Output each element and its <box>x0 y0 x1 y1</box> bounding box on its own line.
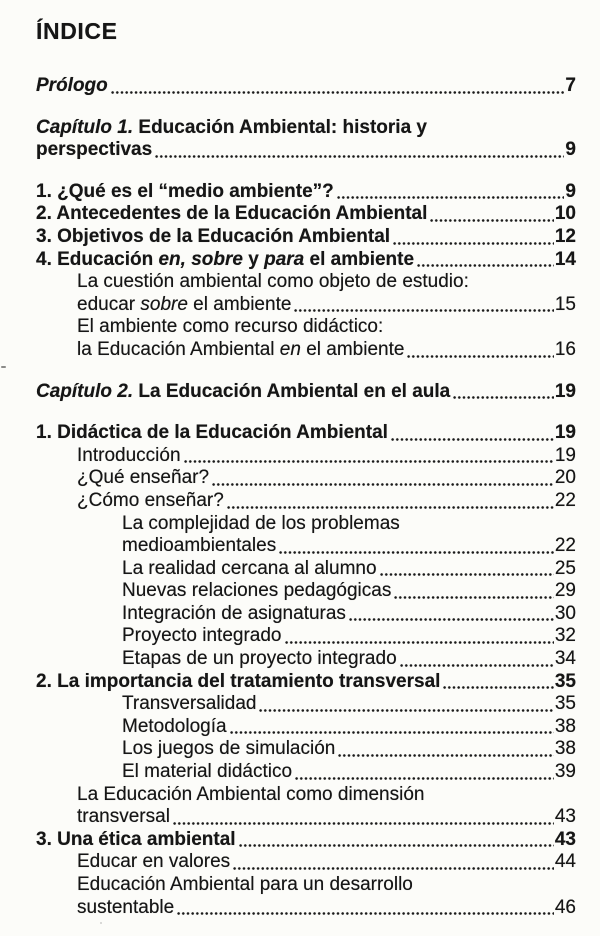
page-number: 7 <box>565 75 576 96</box>
toc-entry-text <box>77 316 383 338</box>
text-segment: Transversalidad <box>122 693 257 715</box>
page-number: 32 <box>554 625 576 647</box>
toc-entry-text <box>122 580 391 602</box>
toc-entry-text <box>36 117 427 139</box>
page-number: 30 <box>554 602 576 624</box>
text-segment: Capítulo 1. <box>36 116 134 138</box>
toc-entry-objetivos <box>36 226 576 249</box>
page-number: 38 <box>554 715 576 737</box>
toc-row <box>36 829 576 852</box>
toc-entry-text <box>36 75 108 97</box>
page-number: 19 <box>554 444 576 466</box>
toc-entry-text <box>122 603 346 625</box>
dot-leader <box>391 422 554 445</box>
dot-leader <box>184 445 554 468</box>
toc-entry-como-ensenar <box>36 490 576 513</box>
dot-leader <box>453 381 554 404</box>
toc-entry-etica-ambiental <box>36 829 576 852</box>
toc-row <box>122 535 576 558</box>
text-segment: Metodología <box>122 715 227 737</box>
toc-row <box>36 181 576 204</box>
dot-leader <box>212 467 554 490</box>
scan-speck <box>100 922 102 924</box>
scan-speck <box>1 366 6 368</box>
text-segment: sobre <box>140 293 188 315</box>
dot-leader <box>400 648 554 671</box>
page-number: 10 <box>554 203 576 225</box>
toc-entry-integracion-asignaturas <box>36 603 576 626</box>
toc-entry-text <box>36 226 390 248</box>
toc-entry-text <box>36 203 427 225</box>
toc-row <box>77 806 576 829</box>
page-number: 14 <box>554 248 576 270</box>
toc-entry-text <box>122 513 400 535</box>
toc-row <box>122 761 576 784</box>
toc-entry-didactica <box>36 422 576 445</box>
page-title: ÍNDICE <box>36 18 118 44</box>
toc-row <box>122 738 576 761</box>
toc-entry-text <box>77 490 224 512</box>
toc-row <box>122 603 576 626</box>
text-segment: para <box>264 248 305 270</box>
page-number: 22 <box>554 535 576 557</box>
toc-entry-material-didactico <box>36 761 576 784</box>
dot-leader <box>380 558 554 581</box>
toc-entry-realidad-cercana <box>36 558 576 581</box>
dot-leader <box>295 761 554 784</box>
text-segment: Los juegos de simulación <box>122 738 336 760</box>
text-segment: 2. Antecedentes de la Educación Ambiental <box>36 203 428 225</box>
page-number: 9 <box>565 180 576 202</box>
toc-row <box>36 422 576 445</box>
dot-leader <box>239 829 554 852</box>
page-number: 35 <box>554 693 576 715</box>
page-number: 9 <box>565 139 576 161</box>
page-number: 34 <box>554 648 576 670</box>
toc-row <box>122 716 576 739</box>
dot-leader <box>227 490 554 513</box>
text-segment: ¿Cómo enseñar? <box>77 489 224 511</box>
text-segment: La complejidad de los problemas <box>122 512 400 534</box>
page-number: 38 <box>554 738 576 760</box>
toc-entry-text <box>122 738 335 760</box>
toc-entry-juegos-simulacion <box>36 738 576 761</box>
text-segment: educar <box>77 293 141 315</box>
text-segment: transversal <box>77 806 170 828</box>
text-segment: Educación Ambiental para un desarrollo <box>77 874 413 895</box>
toc-entry-text <box>36 671 440 693</box>
text-segment: Educar en valores <box>77 851 231 873</box>
toc-entry-educar-valores <box>36 851 576 874</box>
dot-leader <box>177 897 554 920</box>
page-number: 22 <box>554 489 576 511</box>
page-number: 46 <box>554 896 576 918</box>
dot-leader <box>230 716 554 739</box>
toc-entry-nuevas-relaciones <box>36 580 576 603</box>
page-number: 39 <box>554 761 576 783</box>
dot-leader <box>173 806 554 829</box>
page-number: 44 <box>554 851 576 873</box>
toc-entry-text <box>36 381 450 403</box>
text-segment: medioambientales <box>122 535 277 557</box>
toc-entry-text <box>36 422 388 444</box>
dot-leader <box>279 535 554 558</box>
dot-leader <box>349 603 554 626</box>
text-segment: Integración de asignaturas <box>122 602 346 624</box>
dot-leader <box>294 294 553 317</box>
toc-entry-text <box>122 625 282 647</box>
toc-row <box>77 294 576 317</box>
text-segment: Prólogo <box>36 75 108 96</box>
dot-leader <box>443 671 553 694</box>
page-number: 19 <box>554 422 576 444</box>
text-segment: La cuestión ambiental como objeto de estudio: <box>77 271 469 293</box>
toc-entry-text <box>77 445 181 467</box>
text-segment: el ambiente <box>300 338 405 360</box>
text-segment: La realidad cercana al alumno <box>122 557 377 579</box>
toc-entry-cuestion-ambiental <box>36 271 576 316</box>
toc-entry-text <box>122 535 276 557</box>
dot-leader <box>430 203 553 226</box>
toc-entry-capitulo-2 <box>36 381 576 404</box>
text-segment: el ambiente <box>187 293 292 315</box>
toc-row <box>36 249 576 272</box>
toc-list <box>36 75 576 919</box>
dot-leader <box>233 851 554 874</box>
toc-row <box>77 445 576 468</box>
page-number: 43 <box>554 806 576 828</box>
toc-row <box>77 851 576 874</box>
toc-row <box>122 648 576 671</box>
text-segment: El ambiente como recurso didáctico: <box>77 316 384 338</box>
dot-leader <box>393 226 554 249</box>
toc-row <box>36 117 576 140</box>
toc-entry-que-es-medio-ambiente <box>36 181 576 204</box>
toc-entry-introduccion <box>36 445 576 468</box>
toc-entry-text <box>122 558 377 580</box>
text-segment: La Educación Ambiental en el aula <box>133 380 451 402</box>
text-segment: en <box>279 338 301 360</box>
dot-leader <box>338 738 554 761</box>
text-segment: Introducción <box>77 444 181 466</box>
text-segment: 1. ¿Qué es el “medio ambiente”? <box>36 180 334 202</box>
toc-entry-text <box>77 851 230 873</box>
toc-entry-proyecto-integrado <box>36 625 576 648</box>
toc-row <box>36 381 576 404</box>
page-number: 25 <box>554 557 576 579</box>
text-segment: 4. Educación <box>36 248 159 270</box>
toc-entry-ambiente-recurso <box>36 316 576 361</box>
text-segment: El material didáctico <box>122 761 293 783</box>
toc-entry-antecedentes <box>36 203 576 226</box>
toc-row <box>77 339 576 362</box>
dot-leader <box>337 181 565 204</box>
page-number: 12 <box>554 225 576 247</box>
toc-entry-text <box>36 181 334 203</box>
page-number: 16 <box>554 338 576 360</box>
text-segment: 3. Una ética ambiental <box>36 828 236 850</box>
toc-entry-text <box>77 271 469 293</box>
toc-entry-ea-dimension-transversal <box>36 784 576 829</box>
text-segment: Educación Ambiental: historia y <box>133 116 427 138</box>
text-segment: 1. Didáctica de la Educación Ambiental <box>36 422 388 444</box>
toc-row <box>36 139 576 162</box>
toc-entry-text <box>36 829 236 851</box>
toc-row <box>77 316 576 339</box>
toc-row <box>36 226 576 249</box>
toc-entry-text <box>36 139 152 161</box>
text-segment: ¿Qué enseñar? <box>77 467 210 489</box>
toc-row <box>122 580 576 603</box>
toc-entry-etapas-proyecto <box>36 648 576 671</box>
toc-entry-metodologia <box>36 716 576 739</box>
toc-entry-capitulo-1 <box>36 117 576 162</box>
page-number: 29 <box>554 580 576 602</box>
toc-entry-text <box>122 761 292 783</box>
dot-leader <box>155 139 564 162</box>
page-number: 43 <box>554 828 576 850</box>
dot-leader <box>259 693 553 716</box>
toc-entry-text <box>122 716 227 738</box>
dot-leader <box>285 625 554 648</box>
toc-row <box>77 490 576 513</box>
page-number: 20 <box>554 467 576 489</box>
dot-leader <box>394 580 554 603</box>
toc-entry-text <box>77 784 424 806</box>
text-segment: y <box>242 248 265 270</box>
toc-row <box>36 203 576 226</box>
toc-row <box>36 75 576 98</box>
page-number: 19 <box>554 380 576 402</box>
toc-entry-complejidad-problemas <box>36 513 576 558</box>
dot-leader <box>111 75 565 98</box>
toc-entry-educacion-en-sobre-para <box>36 249 576 272</box>
toc-entry-que-ensenar <box>36 467 576 490</box>
toc-row <box>77 271 576 294</box>
toc-row <box>77 874 576 897</box>
text-segment: Proyecto integrado <box>122 625 282 647</box>
toc-entry-text <box>77 294 291 316</box>
toc-entry-transversalidad <box>36 693 576 716</box>
toc-row <box>122 693 576 716</box>
text-segment: Etapas de un proyecto integrado <box>122 648 397 670</box>
page-number: 35 <box>554 670 576 692</box>
toc-row <box>122 513 576 536</box>
toc-entry-importancia-transversal <box>36 671 576 694</box>
toc-row <box>77 784 576 807</box>
page-number: 15 <box>554 293 576 315</box>
toc-entry-desarrollo-sustentable <box>36 874 576 919</box>
toc-entry-text <box>77 874 413 896</box>
dot-leader <box>407 339 553 362</box>
toc-row <box>77 467 576 490</box>
text-segment: Nuevas relaciones pedagógicas <box>122 580 392 602</box>
text-segment: la Educación Ambiental <box>77 338 280 360</box>
toc-entry-text <box>77 897 174 919</box>
text-segment: Capítulo 2. <box>36 380 134 402</box>
toc-entry-text <box>77 467 209 489</box>
toc-entry-text <box>77 806 170 828</box>
text-segment: La Educación Ambiental como dimensión <box>77 783 425 805</box>
toc-entry-text <box>122 693 256 715</box>
toc-row <box>77 897 576 920</box>
text-segment: el ambiente <box>304 248 415 270</box>
toc-entry-prologo <box>36 75 576 98</box>
toc-entry-text <box>122 648 397 670</box>
text-segment: en, sobre <box>158 248 243 270</box>
toc-entry-text <box>77 339 404 361</box>
text-segment: 3. Objetivos de la Educación Ambiental <box>36 225 391 247</box>
toc-row <box>122 558 576 581</box>
toc-entry-text <box>36 249 414 271</box>
toc-row <box>122 625 576 648</box>
text-segment: perspectivas <box>36 139 153 161</box>
text-segment: sustentable <box>77 896 175 918</box>
dot-leader <box>417 249 554 272</box>
text-segment: 2. La importancia del tratamiento transversal <box>36 670 441 692</box>
toc-row <box>36 671 576 694</box>
